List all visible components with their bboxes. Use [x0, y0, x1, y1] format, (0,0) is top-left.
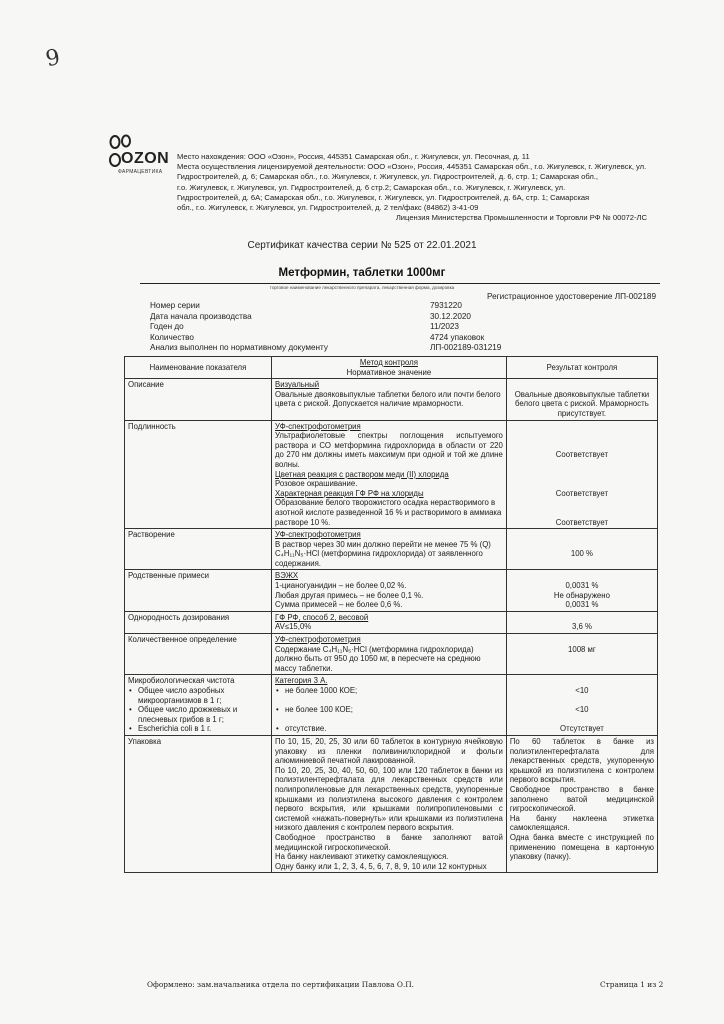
- batch-label: Дата начала производства: [150, 311, 252, 321]
- norm-text: • не более 100 КОЕ;: [275, 705, 503, 715]
- table-row: [125, 570, 658, 611]
- row-norm: [272, 611, 507, 633]
- batch-row: [150, 343, 670, 354]
- batch-info: [150, 301, 670, 354]
- row-result: [506, 611, 657, 633]
- norm-text: • отсутствие.: [275, 724, 503, 734]
- row-name: Родственные примеси: [125, 570, 272, 611]
- table-row: [125, 529, 658, 570]
- header-method: [272, 357, 507, 379]
- row-norm: [272, 634, 507, 675]
- result-text: <10: [575, 705, 589, 715]
- method-label: УФ-спектрофотометрия: [275, 530, 361, 540]
- row-norm: [272, 529, 507, 570]
- drug-title: Метформин, таблетки 1000мг: [278, 267, 446, 279]
- row-norm: [272, 379, 507, 420]
- result-text: 100 %: [570, 549, 593, 559]
- result-text: Не обнаружено: [553, 590, 610, 600]
- row-result: [506, 570, 657, 611]
- result-text: 1008 мг: [568, 644, 596, 654]
- registration-number: Регистрационное удостоверение ЛП-002189: [487, 292, 657, 301]
- method-label: УФ-спектрофотометрия: [275, 421, 361, 431]
- row-name: Упаковка: [125, 735, 272, 872]
- row-norm: [272, 735, 507, 872]
- norm-text: По 10, 20, 25, 30, 40, 50, 60, 100 или 120 таблеток в банки из полиэтилентерефталата для лекарственных средств или полипропиленовые для лекарственных средств, укупоренные крышками из полиэтилена высокого давления с контролем первого вскрытия, или крышками полипропиленовыми с системой «нажать-повернуть» или крышками из полиэтилена низкого давления с контролем первого вскрытия.: [275, 765, 503, 833]
- footer-prepared-by: Оформлено: зам.начальника отдела по сертификации Павлова О.П.: [147, 980, 415, 989]
- norm-text: Овальные двояковыпуклые таблетки белого или почти белого цвета с риской. Допускается наличие мраморности.: [275, 389, 501, 409]
- header-norm-label: Нормативное значение: [346, 367, 432, 377]
- handwritten-mark: 9: [43, 44, 63, 73]
- row-result: [506, 675, 657, 736]
- result-text: Овальные двояковыпуклые таблетки белого цвета с риской. Мраморность присутствует.: [514, 389, 650, 418]
- result-text: 3,6 %: [571, 622, 592, 632]
- row-norm: [272, 675, 507, 736]
- norm-text: В раствор через 30 мин должно перейти не менее 75 % (Q) C₄H₁₁N₅·HCl (метформина гидрохлорида) от заявленного содержания.: [275, 539, 491, 568]
- logo-subtitle: ФАРМАЦЕВТИКА: [118, 169, 163, 175]
- result-text: Соответствует: [555, 450, 609, 460]
- header-line: обл., г.о. Жигулевск, г. Жигулевск, ул. Гидростроителей, д. 2 тел/факс (84862) 3-41-09: [177, 203, 479, 213]
- norm-text: Свободное пространство в банке заполняют ватой медицинской гигроскопической.: [275, 832, 503, 852]
- row-name: Количественное определение: [125, 634, 272, 675]
- header-line: Место нахождения: ООО «Озон», Россия, 445351 Самарская обл., г. Жигулевск, ул. Песочная, д. 11: [177, 152, 530, 161]
- batch-row: [150, 322, 670, 333]
- header-method-label: Метод контроля: [359, 358, 418, 367]
- batch-value: 7931220: [430, 301, 462, 310]
- norm-text: AV≤15,0%: [275, 622, 312, 632]
- footer-page-number: Страница 1 из 2: [600, 980, 664, 989]
- certificate-number: Сертификат качества серии № 525 от 22.01.2021: [247, 240, 477, 251]
- result-text: <10: [575, 686, 589, 695]
- norm-text: По 10, 15, 20, 25, 30 или 60 таблеток в контурную ячейковую упаковку из пленки поливинилхлоридной и фольги алюминиевой печатной лакированной.: [275, 736, 503, 766]
- norm-text: На банку наклеивают этикетку самоклеящуюся.: [275, 852, 449, 862]
- header-result: Результат контроля: [506, 357, 657, 379]
- norm-text: Ультрафиолетовые спектры поглощения испытуемого раствора и СО метформина гидрохлорида в области от 220 до 270 нм должны иметь максимум при одной и той же длине волны.: [275, 431, 503, 469]
- company-header: [177, 152, 647, 223]
- method-label: Цветная реакция с раствором меди (II) хлорида: [275, 469, 449, 479]
- batch-row: [150, 301, 670, 312]
- row-name: [125, 675, 272, 736]
- result-text: 0,0031 %: [565, 581, 599, 591]
- table-row: [125, 379, 658, 420]
- micro-title: Микробиологическая чистота: [128, 676, 235, 686]
- row-name: Подлинность: [125, 420, 272, 529]
- batch-label: Годен до: [150, 322, 184, 331]
- micro-item: • Escherichia coli в 1 г.: [128, 724, 268, 734]
- method-label: ВЭЖХ: [275, 571, 299, 581]
- result-text: По 60 таблеток в банке из полиэтилентерефталата для лекарственных средств, укупоренную крышкой из полиэтилена с контролем первого вскрытия.: [509, 736, 654, 785]
- header-line: Гидростроителей, д. 6; Самарская обл., г.о. Жигулевск, г. Жигулевск, ул. Гидростроителей, д. 6, стр. 1; Самарская обл.,: [177, 172, 599, 182]
- norm-text: 1-цианогуанидин – не более 0,02 %.: [275, 581, 407, 591]
- norm-text: Сумма примесей – не более 0,6 %.: [275, 600, 403, 610]
- batch-label: Номер серии: [150, 301, 200, 310]
- row-result: [506, 420, 657, 529]
- header-line: Гидростроителей, д. 6А; Самарская обл., г.о. Жигулевск, г. Жигулевск, ул. Гидростроителей, д. 6А, стр. 1; Самарская: [177, 192, 590, 202]
- batch-label: Анализ выполнен по нормативному документу: [150, 343, 328, 352]
- row-name: Описание: [125, 379, 272, 420]
- row-norm: [272, 420, 507, 529]
- norm-text: • не более 1000 КОЕ;: [275, 686, 503, 696]
- header-line: г.о. Жигулевск, г. Жигулевск, ул. Гидростроителей, д. 6 стр.2; Самарская обл., г.о. Жигулевск, г. Жигулевск, ул.: [177, 182, 566, 192]
- result-text: На банку наклеена этикетка самоклеящаяся.: [509, 813, 654, 833]
- batch-label: Количество: [150, 332, 194, 342]
- logo-wordmark: OZON: [121, 150, 170, 167]
- result-text: Свободное пространство в банке заполнено ватой медицинской гигроскопической.: [509, 784, 654, 814]
- norm-text: Образование белого творожистого осадка нерастворимого в азотной кислоте разведенной 16 % и растворимого в аммиака растворе 10 %.: [275, 498, 502, 527]
- micro-item: • Общее число дрожжевых и плесневых грибов в 1 г;: [128, 705, 268, 724]
- drug-subnote: торговое наименование лекарственного препарата, лекарственная форма, дозировка: [269, 285, 455, 290]
- row-norm: [272, 570, 507, 611]
- method-label: Характерная реакция ГФ РФ на хлориды: [275, 488, 424, 498]
- result-text: Одна банка вместе с инструкцией по применению помещена в картонную упаковку (пачку).: [509, 832, 654, 862]
- norm-text: Любая другая примесь – не более 0,1 %.: [275, 590, 424, 600]
- row-result: [506, 735, 657, 872]
- result-text: Отсутствует: [560, 724, 604, 734]
- batch-row: [150, 312, 670, 323]
- micro-item: • Общее число аэробных микроорганизмов в 1 г;: [128, 686, 268, 705]
- batch-value: 11/2023: [430, 322, 459, 331]
- batch-value: ЛП-002189-031219: [430, 343, 502, 352]
- table-row: [125, 611, 658, 633]
- title-divider: [140, 283, 660, 284]
- method-label: Визуальный: [275, 380, 320, 390]
- batch-value: 30.12.2020: [430, 311, 471, 321]
- table-row: [125, 634, 658, 675]
- header-line: Места осуществления лицензируемой деятельности: ООО «Озон», Россия, 445351 Самарская обл., г.о. Жигулевск, г. Жигулевск, ул.: [177, 162, 647, 172]
- license-line: Лицензия Министерства Промышленности и Торговли РФ № 00072-ЛС: [395, 213, 647, 223]
- batch-row: [150, 333, 670, 344]
- quality-table: [124, 356, 658, 873]
- result-text: 0,0031 %: [565, 600, 599, 610]
- row-result: [506, 529, 657, 570]
- table-row: [125, 675, 658, 736]
- table-header-row: [125, 357, 658, 379]
- row-result: [506, 634, 657, 675]
- method-label: Категория 3 А.: [275, 676, 328, 686]
- table-row: [125, 735, 658, 872]
- table-row: [125, 420, 658, 529]
- header-name: Наименование показателя: [125, 357, 272, 379]
- norm-text: Одну банку или 1, 2, 3, 4, 5, 6, 7, 8, 9, 10 или 12 контурных: [275, 861, 487, 871]
- norm-text: Розовое окрашивание.: [275, 479, 358, 489]
- method-label: УФ-спектрофотометрия: [275, 635, 361, 645]
- row-name: Однородность дозирования: [125, 611, 272, 633]
- norm-text: Содержание C₄H₁₁N₅·HCl (метформина гидрохлорида) должно быть от 950 до 1050 мг, в пересчете на среднюю массу таблетки.: [275, 644, 481, 673]
- result-text: Соответствует: [555, 488, 609, 498]
- result-text: Соответствует: [555, 517, 609, 527]
- row-name: Растворение: [125, 529, 272, 570]
- row-result: [506, 379, 657, 420]
- method-label: ГФ РФ, способ 2, весовой: [275, 612, 369, 622]
- batch-value: 4724 упаковок: [430, 332, 485, 342]
